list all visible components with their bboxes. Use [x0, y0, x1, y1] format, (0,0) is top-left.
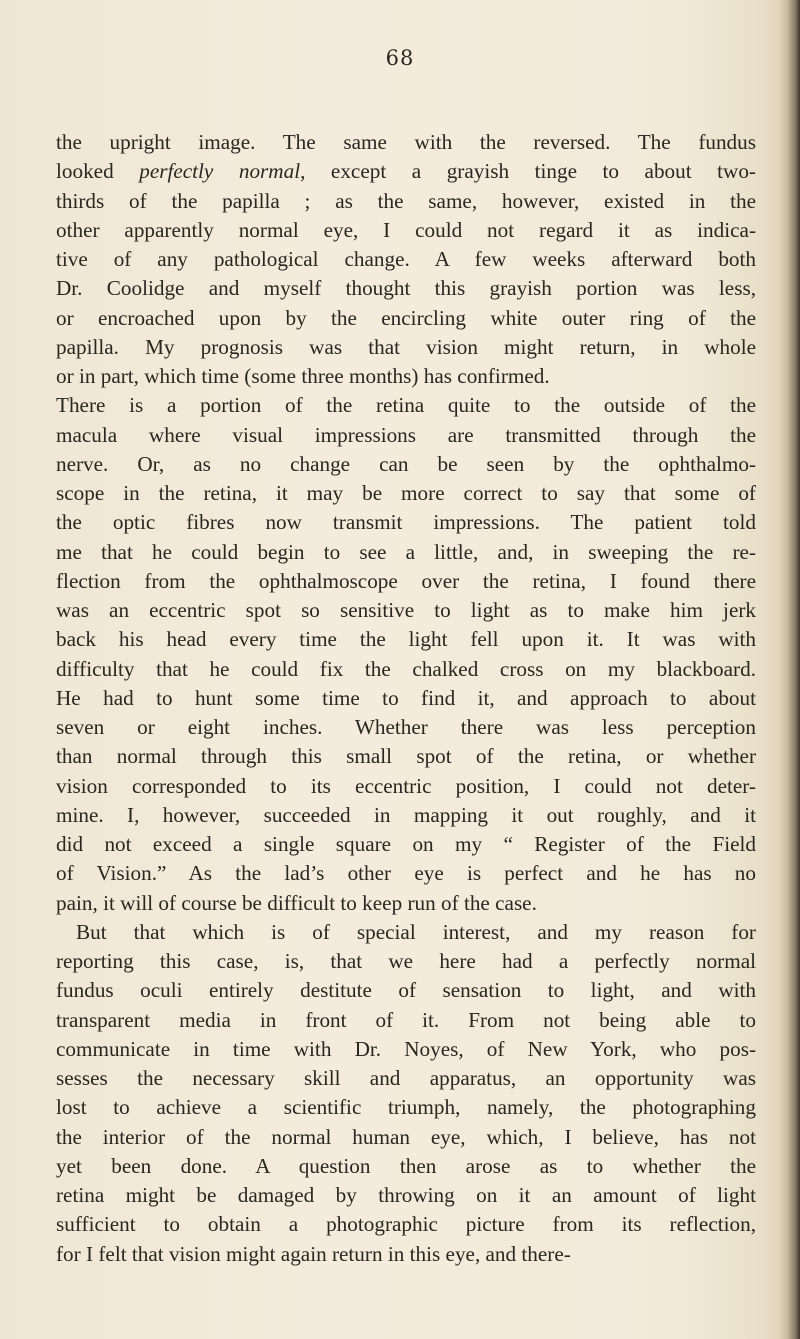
text-line: seven or eight inches. Whether there was less perception: [56, 715, 756, 739]
text-line: papilla. My prognosis was that vision might return, in whole: [56, 334, 756, 359]
text-line: fundus oculi entirely destitute of sensation to light, and with: [56, 978, 756, 1003]
text-line: Dr. Coolidge and myself thought this grayish portion was less,: [56, 276, 756, 301]
text-line: the upright image. The same with the reversed. The fundus: [56, 130, 756, 154]
text-line: looked perfectly normal, except a grayish tinge to about two-: [56, 159, 756, 184]
text-line: nerve. Or, as no change can be seen by the ophthalmo-: [56, 451, 756, 476]
body-text: [56, 128, 756, 1269]
text-line: sufficient to obtain a photographic picture from its reflection,: [56, 1212, 756, 1237]
text-line: There is a portion of the retina quite to the outside of the: [56, 393, 756, 418]
text-line: of Vision.” As the lad’s other eye is perfect and he has no: [56, 861, 756, 886]
text-line: flection from the ophthalmoscope over the retina, I found there: [56, 568, 756, 593]
text-line: He had to hunt some time to find it, and approach to about: [56, 685, 756, 710]
text-line: sesses the necessary skill and apparatus, an opportunity was: [56, 1066, 756, 1090]
text-line: for I felt that vision might again return in this eye, and there-: [56, 1241, 571, 1266]
text-line: communicate in time with Dr. Noyes, of New York, who pos-: [56, 1036, 756, 1061]
text-line: But that which is of special interest, and my reason for: [76, 919, 756, 944]
text-line: pain, it will of course be difficult to keep run of the case.: [56, 890, 537, 915]
text-line: or in part, which time (some three months) has confirmed.: [56, 364, 550, 388]
italic-phrase: perfectly normal: [139, 159, 301, 184]
text-line: yet been done. A question then arose as to whether the: [56, 1153, 756, 1178]
text-line: back his head every time the light fell upon it. It was with: [56, 627, 756, 652]
text-line: than normal through this small spot of the retina, or whether: [56, 744, 756, 769]
text-line: mine. I, however, succeeded in mapping it out roughly, and it: [56, 802, 756, 827]
text-line: the optic fibres now transmit impressions. The patient told: [56, 510, 756, 535]
page-edge-shadow: [778, 0, 800, 1339]
text-line: tive of any pathological change. A few weeks afterward both: [56, 247, 756, 271]
text-line: transparent media in front of it. From not being able to: [56, 1007, 756, 1032]
text-line: lost to achieve a scientific triumph, namely, the photographing: [56, 1095, 756, 1120]
text-line: was an eccentric spot so sensitive to light as to make him jerk: [56, 598, 756, 622]
text-line: scope in the retina, it may be more correct to say that some of: [56, 481, 756, 505]
text-line: thirds of the papilla ; as the same, however, existed in the: [56, 188, 756, 213]
page-number: 68: [385, 46, 415, 70]
text-line: difficulty that he could fix the chalked cross on my blackboard.: [56, 656, 756, 681]
text-line: or encroached upon by the encircling white outer ring of the: [56, 305, 756, 330]
text-line: reporting this case, is, that we here had a perfectly normal: [56, 949, 756, 973]
text-line: vision corresponded to its eccentric position, I could not deter-: [56, 773, 756, 798]
text-line: the interior of the normal human eye, which, I believe, has not: [56, 1124, 756, 1149]
text-line: did not exceed a single square on my “ Register of the Field: [56, 832, 756, 856]
text-line: macula where visual impressions are transmitted through the: [56, 422, 756, 447]
text-line: retina might be damaged by throwing on it an amount of light: [56, 1183, 756, 1207]
text-line: other apparently normal eye, I could not regard it as indica-: [56, 217, 756, 242]
text-line: me that he could begin to see a little, and, in sweeping the re-: [56, 539, 756, 564]
